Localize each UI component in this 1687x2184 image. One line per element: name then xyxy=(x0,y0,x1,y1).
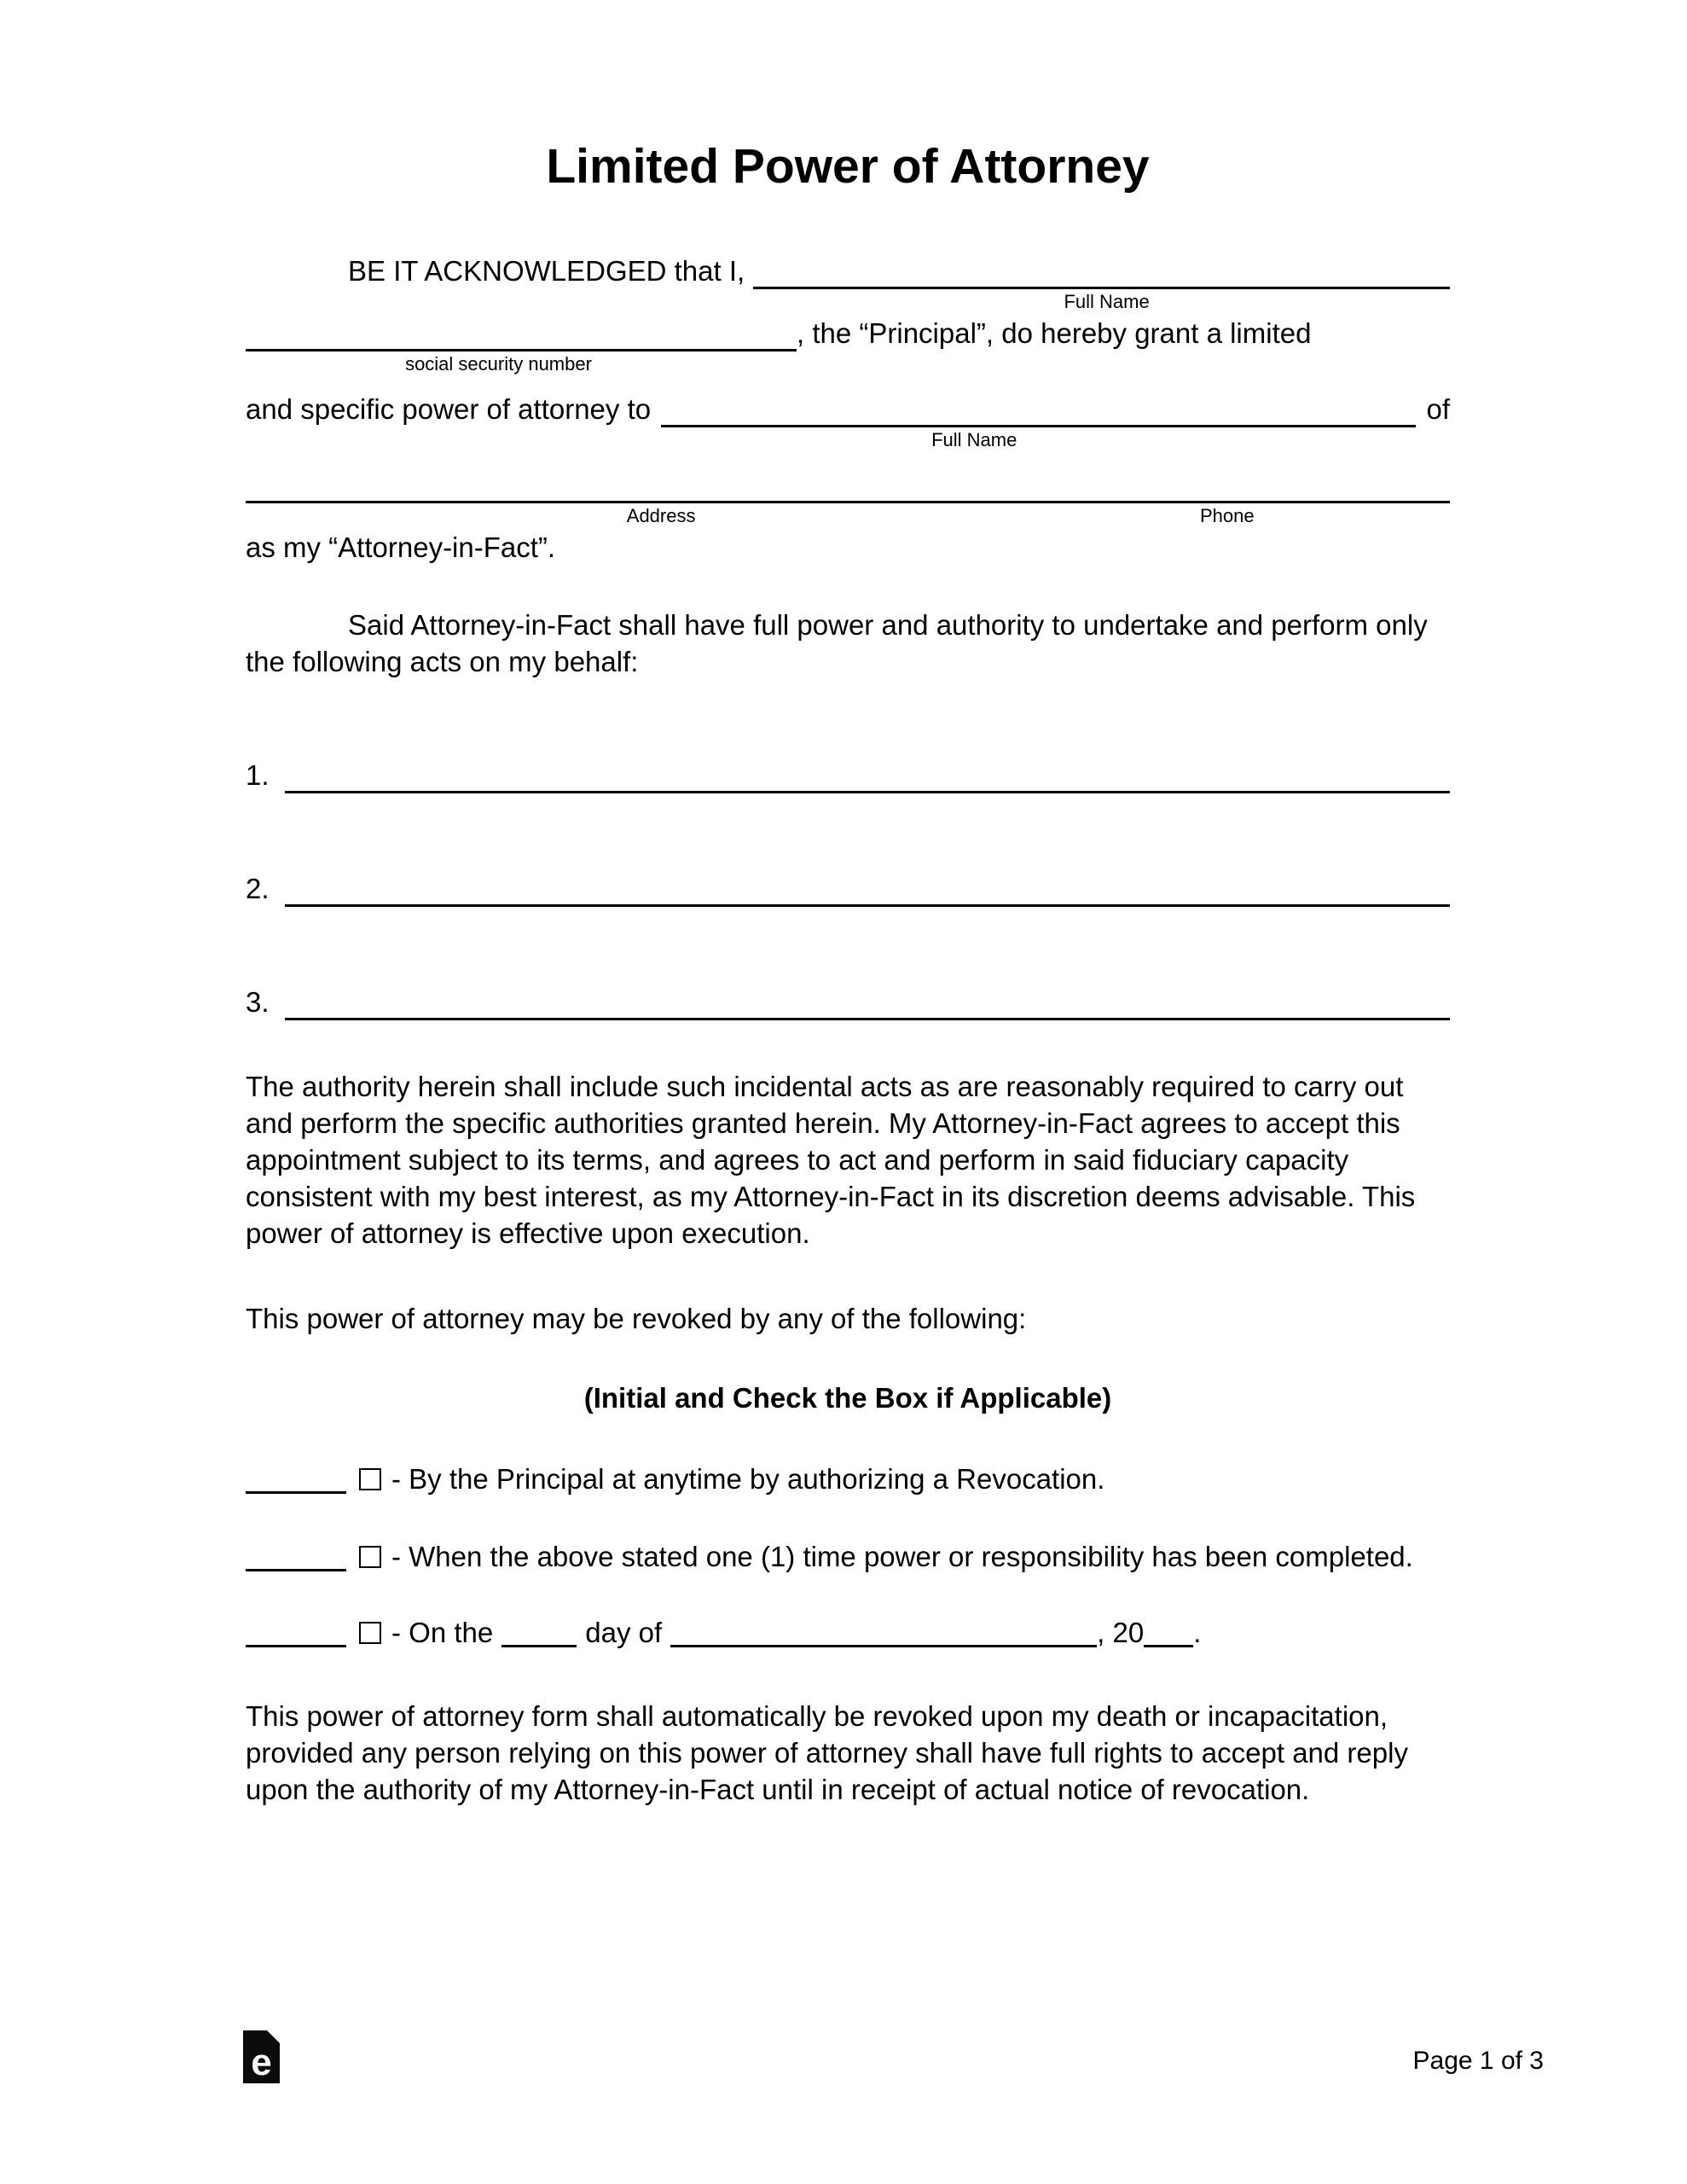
ssn-blank[interactable] xyxy=(246,321,797,351)
revocation-option-1-text: - By the Principal at anytime by authorizing a Revocation. xyxy=(391,1463,1105,1495)
revocation-option-1 xyxy=(246,1461,1450,1497)
revocation-option-2-text: - When the above stated one (1) time power or responsibility has been completed. xyxy=(391,1541,1413,1572)
checkbox-icon[interactable] xyxy=(359,1546,381,1568)
ack-prefix-text: BE IT ACKNOWLEDGED that I, xyxy=(348,255,745,287)
comma-year-text: , 20 xyxy=(1097,1617,1145,1648)
checkbox-icon[interactable] xyxy=(359,1622,381,1644)
ssn-label: social security number xyxy=(405,353,592,375)
principal-name-blank[interactable] xyxy=(753,258,1450,289)
grant-prefix-text: and specific power of attorney to xyxy=(246,393,652,425)
act-blank-1[interactable] xyxy=(285,763,1450,793)
item-number-2: 2. xyxy=(246,873,270,904)
numbered-item-3 xyxy=(246,984,1450,1020)
numbered-item-1 xyxy=(246,757,1450,793)
eforms-logo xyxy=(243,2030,280,2083)
grant-suffix-text: of xyxy=(1426,393,1450,425)
authority-paragraph: The authority herein shall include such incidental acts as are reasonably required to carry out and perform the specific authorities granted herein. My Attorney-in-Fact agrees to accept this appointment subject to its terms, and agrees to act and perform in said fiduciary capacity consistent with my best interest, as my Attorney-in-Fact in its discretion deems advisable. This power of attorney is effective upon execution. xyxy=(246,1071,1416,1249)
attorney-in-fact-closing-line: as my “Attorney-in-Fact”. xyxy=(246,531,556,563)
eforms-logo-letter: e xyxy=(251,2042,272,2083)
page-title: Limited Power of Attorney xyxy=(546,139,1150,194)
address-phone-labels xyxy=(246,503,1450,529)
month-blank[interactable] xyxy=(670,1641,1097,1647)
grant-line xyxy=(246,391,1450,427)
numbered-item-2 xyxy=(246,870,1450,907)
document-content xyxy=(246,0,1450,1808)
said-attorney-paragraph: Said Attorney-in-Fact shall have full power and authority to undertake and perform only the following acts on my behalf: xyxy=(246,609,1428,677)
period-text: . xyxy=(1193,1617,1202,1648)
year-blank[interactable] xyxy=(1144,1641,1193,1647)
principal-line xyxy=(246,315,1450,351)
page-number-label: Page 1 of 3 xyxy=(1412,2047,1544,2075)
full-name-label-2: Full Name xyxy=(931,429,1017,450)
final-paragraph: This power of attorney form shall automatically be revoked upon my death or incapacitation, provided any person relying on this power of attorney shall have full rights to accept and reply upon the authority of my Attorney-in-Fact until in receipt of actual notice of revocation. xyxy=(246,1700,1408,1805)
revocation-intro-paragraph: This power of attorney may be revoked by any of the following: xyxy=(246,1303,1027,1334)
revocation-option-3-prefix: - On the xyxy=(391,1617,494,1648)
initials-blank-3[interactable] xyxy=(246,1641,346,1647)
checkbox-section-heading: (Initial and Check the Box if Applicable) xyxy=(583,1382,1112,1414)
initials-blank-2[interactable] xyxy=(246,1565,346,1571)
revocation-option-3 xyxy=(246,1614,1450,1651)
phone-label: Phone xyxy=(1199,505,1255,526)
initials-blank-1[interactable] xyxy=(246,1487,346,1494)
act-blank-2[interactable] xyxy=(285,876,1450,907)
full-name-label-1: Full Name xyxy=(1064,291,1150,312)
address-label: Address xyxy=(626,505,696,526)
act-blank-3[interactable] xyxy=(285,990,1450,1020)
day-of-text: day of xyxy=(585,1617,663,1648)
revocation-option-2 xyxy=(246,1538,1450,1575)
attorney-name-blank[interactable] xyxy=(661,397,1416,427)
item-number-1: 1. xyxy=(246,759,270,791)
acknowledgement-line xyxy=(246,253,1450,289)
address-phone-blank[interactable] xyxy=(246,469,1450,503)
item-number-3: 3. xyxy=(246,986,270,1018)
day-blank[interactable] xyxy=(501,1641,577,1647)
checkbox-icon[interactable] xyxy=(359,1468,381,1490)
principal-suffix-text: , the “Principal”, do hereby grant a limited xyxy=(797,317,1312,349)
